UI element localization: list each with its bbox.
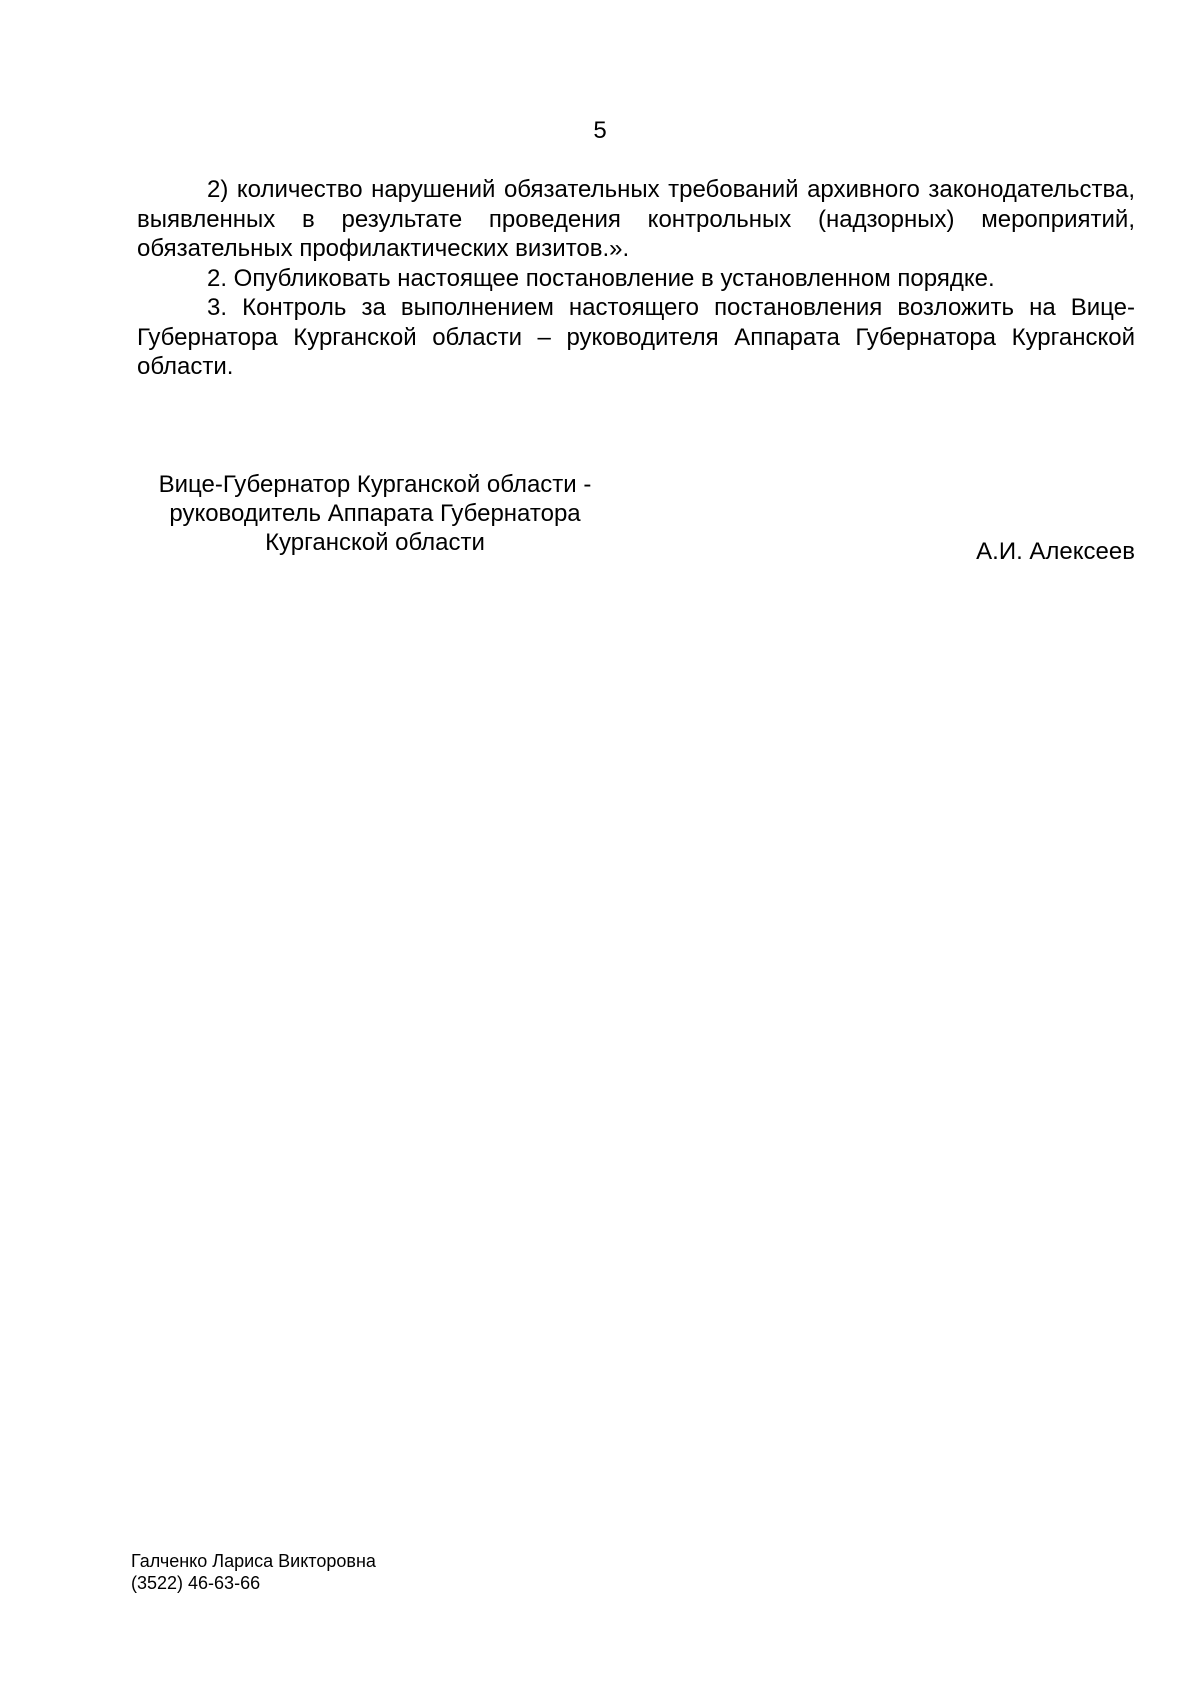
paragraph-publish: 2. Опубликовать настоящее постановление в установленном порядке. bbox=[207, 264, 995, 292]
executor-phone: (3522) 46-63-66 bbox=[131, 1573, 261, 1593]
paragraph-item-2: 2) количество нарушений обязательных требований архивного законодательства, выявленных в результате проведения контрольных (надзорных) мероприятий, обязательных профилактических визитов.». bbox=[137, 176, 1135, 262]
signatory-name: А.И. Алексеев bbox=[976, 538, 1135, 565]
paragraph-control: 3. Контроль за выполнением настоящего постановления возложить на Вице-Губернатора Курганской области – руководителя Аппарата Губернатора Курганской области. bbox=[137, 294, 1135, 380]
document-body bbox=[137, 175, 1135, 382]
signatory-position-line: руководитель Аппарата Губернатора bbox=[169, 500, 581, 527]
signatory-position-line: Курганской области bbox=[265, 529, 485, 556]
signatory-position-line: Вице-Губернатор Курганской области - bbox=[158, 471, 592, 498]
executor-info bbox=[131, 1550, 376, 1594]
signatory-position bbox=[120, 470, 630, 557]
executor-name: Галченко Лариса Викторовна bbox=[131, 1551, 376, 1571]
page-number: 5 bbox=[593, 117, 607, 144]
